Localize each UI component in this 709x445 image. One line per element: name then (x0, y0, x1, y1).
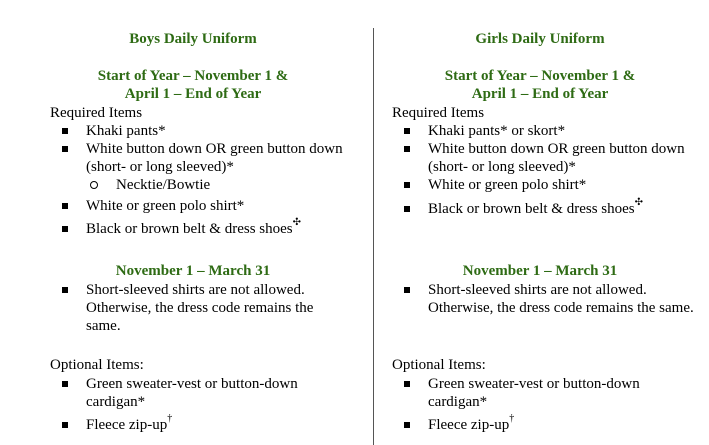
bullet-icon (404, 287, 410, 293)
bullet-icon (404, 206, 410, 212)
bullet-icon (62, 128, 68, 134)
bullet-icon (62, 146, 68, 152)
girls-optional-list (402, 375, 692, 434)
list-item: White or green polo shirt* (402, 176, 692, 194)
list-item: White button down OR green button down (short- or long sleeved)* (402, 140, 688, 176)
bullet-icon (62, 203, 68, 209)
bullet-icon (404, 146, 410, 152)
bullet-icon (62, 287, 68, 293)
boys-required-list (60, 122, 370, 238)
list-item: Green sweater-vest or button-down cardigan* (60, 375, 336, 411)
bullet-icon (404, 182, 410, 188)
boys-optional-label: Optional Items: (50, 357, 144, 373)
girls-period1-line1: Start of Year – November 1 & (444, 68, 636, 84)
list-item: Fleece zip-up† (402, 416, 692, 434)
dagger-mark: † (509, 413, 515, 424)
boys-period1-line1: Start of Year – November 1 & (97, 68, 289, 84)
cross-mark: ✣ (634, 197, 644, 208)
bullet-icon (62, 226, 68, 232)
dagger-mark: † (167, 413, 173, 424)
list-item: Khaki pants* (60, 122, 370, 140)
list-item: Khaki pants* or skort* (402, 122, 692, 140)
bullet-icon (404, 422, 410, 428)
list-item: Black or brown belt & dress shoes✣ (402, 200, 692, 218)
girls-period2: November 1 – March 31 (462, 263, 618, 279)
girls-required-list (402, 122, 692, 218)
list-item: Black or brown belt & dress shoes✣ (60, 220, 370, 238)
boys-optional-list (60, 375, 370, 434)
list-item: White or green polo shirt* (60, 197, 370, 215)
list-item: White button down OR green button down (short- or long sleeved)* Necktie/Bowtie (60, 140, 376, 194)
cross-mark: ✣ (292, 217, 302, 228)
girls-period1-line2: April 1 – End of Year (471, 86, 609, 102)
column-divider (373, 28, 374, 445)
bullet-icon (404, 381, 410, 387)
boys-required-label: Required Items (50, 105, 143, 121)
list-item: Fleece zip-up† (60, 416, 370, 434)
sub-list-item: Necktie/Bowtie (86, 176, 376, 194)
bullet-icon (62, 422, 68, 428)
boys-title: Boys Daily Uniform (129, 31, 257, 47)
girls-winter-list (402, 281, 692, 317)
boys-winter-list (60, 281, 370, 335)
bullet-icon (404, 128, 410, 134)
circle-bullet-icon (90, 181, 98, 189)
list-item: Short-sleeved shirts are not allowed. Otherwise, the dress code remains the same. (402, 281, 698, 317)
list-item: Short-sleeved shirts are not allowed. Otherwise, the dress code remains the same. (60, 281, 346, 335)
girls-required-label: Required Items (392, 105, 485, 121)
bullet-icon (62, 381, 68, 387)
list-item: Green sweater-vest or button-down cardigan* (402, 375, 678, 411)
girls-optional-label: Optional Items: (392, 357, 486, 373)
boys-period1-line2: April 1 – End of Year (124, 86, 262, 102)
boys-period2: November 1 – March 31 (115, 263, 271, 279)
girls-title: Girls Daily Uniform (475, 31, 605, 47)
